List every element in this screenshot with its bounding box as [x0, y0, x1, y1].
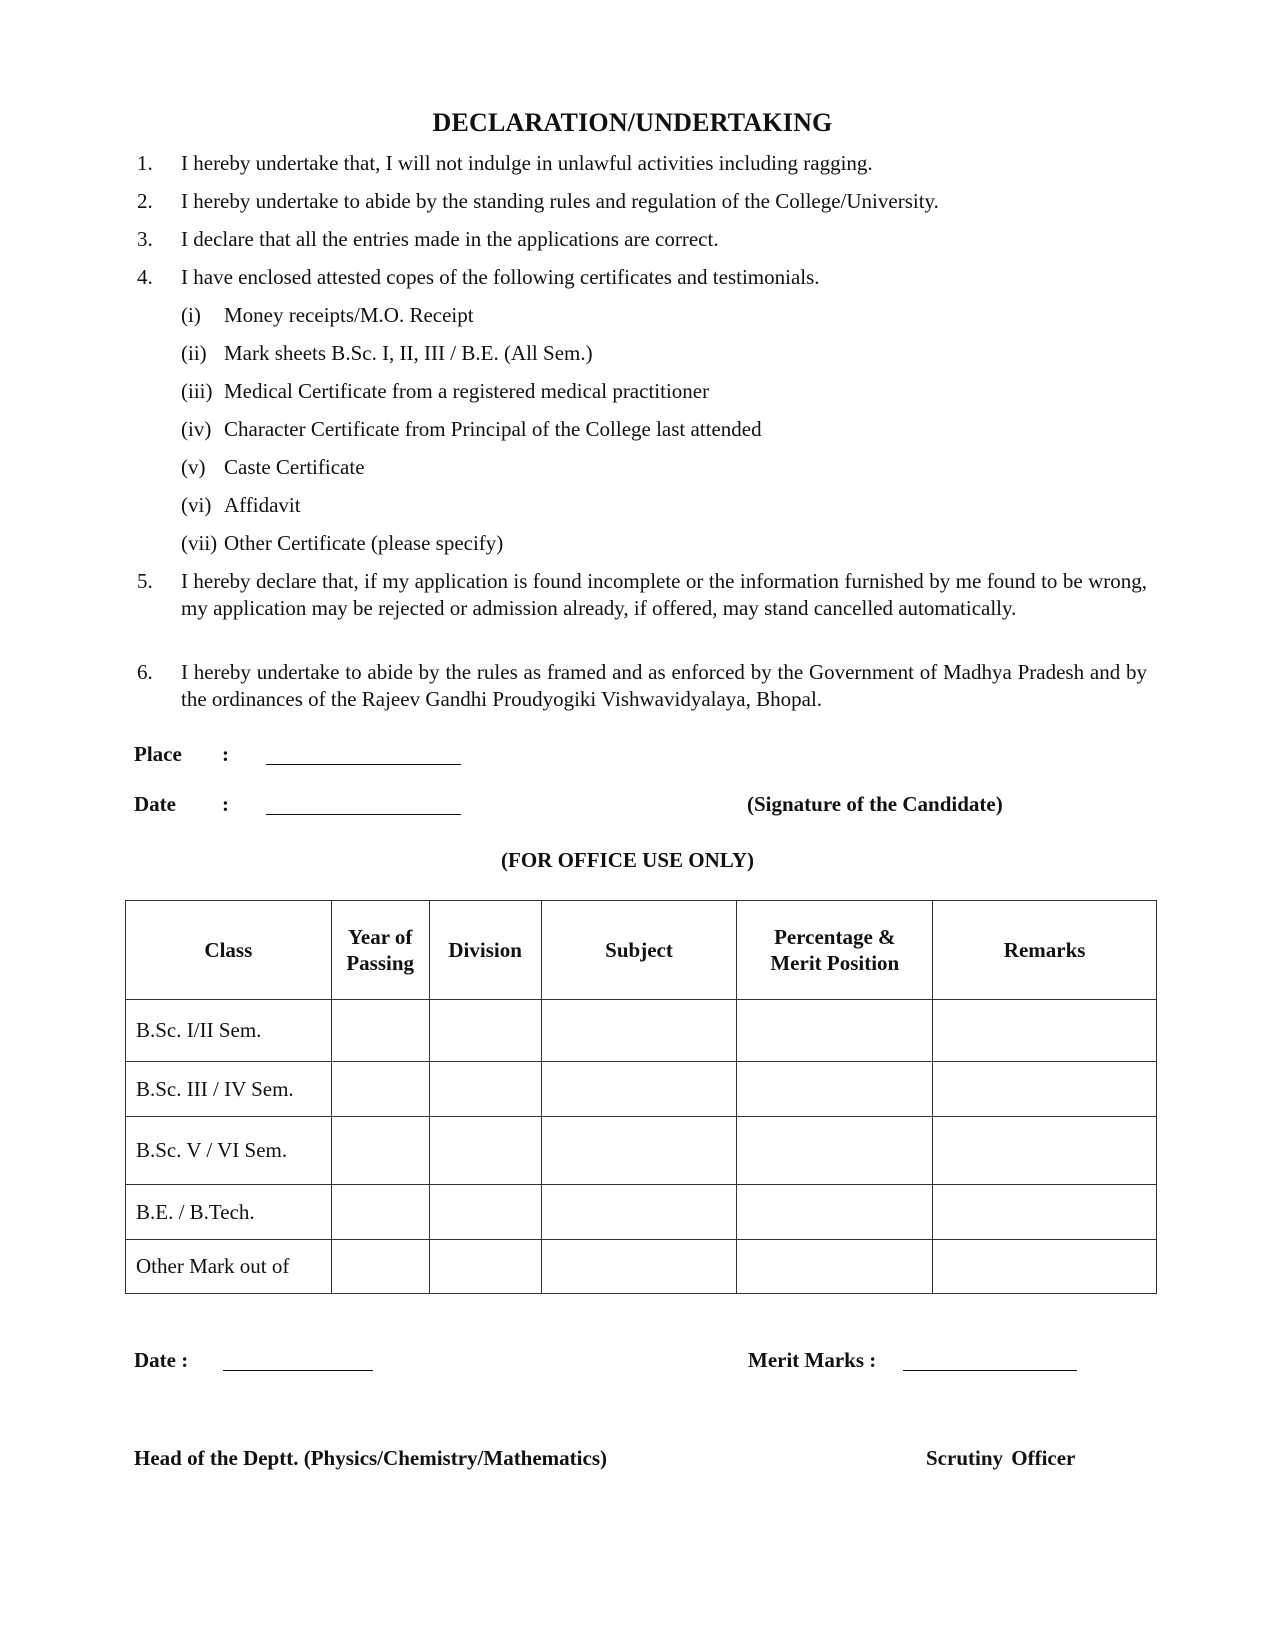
certificate-subitem [181, 416, 762, 443]
table-cell[interactable] [331, 1062, 429, 1117]
table-row [126, 1117, 1157, 1185]
table-cell[interactable] [737, 1117, 933, 1185]
subitem-number: (v) [181, 455, 206, 479]
subitem-text: Caste Certificate [224, 455, 365, 479]
table-cell[interactable] [737, 1062, 933, 1117]
item-number: 6. [137, 660, 153, 684]
place-field[interactable] [266, 764, 461, 765]
table-cell[interactable] [737, 1000, 933, 1062]
office-table [125, 900, 1157, 1294]
table-cell[interactable] [541, 1000, 737, 1062]
scrutiny-officer-label: Scrutiny Officer [926, 1446, 1076, 1470]
table-cell[interactable] [429, 1000, 541, 1062]
subitem-number: (iv) [181, 417, 212, 441]
place-colon: : [222, 742, 229, 766]
table-cell[interactable] [737, 1240, 933, 1294]
table-cell[interactable] [933, 1062, 1157, 1117]
date-field[interactable] [266, 814, 461, 815]
header-division: Division [429, 901, 541, 1000]
header-remarks: Remarks [933, 901, 1157, 1000]
table-header-row [126, 901, 1157, 1000]
table-cell[interactable] [429, 1185, 541, 1240]
item-text: I hereby undertake to abide by the rules as framed and as enforced by the Government of Madhya Pradesh and by the ordinances of the Rajeev Gandhi Proudyogiki Vishwavidyalaya, Bhopal. [181, 660, 1147, 711]
header-class: Class [126, 901, 332, 1000]
row-class: Other Mark out of [126, 1240, 332, 1294]
item-number: 4. [137, 265, 153, 289]
item-text: I declare that all the entries made in the applications are correct. [181, 227, 719, 251]
certificate-subitem [181, 302, 474, 329]
hod-label: Head of the Deptt. (Physics/Chemistry/Mathematics) [134, 1446, 607, 1470]
row-class: B.E. / B.Tech. [126, 1185, 332, 1240]
table-row [126, 1185, 1157, 1240]
table-cell[interactable] [541, 1240, 737, 1294]
table-cell[interactable] [737, 1185, 933, 1240]
item-text: I hereby declare that, if my application is found incomplete or the information furnished by me found to be wrong, my application may be rejected or admission already, if offered, may stand cancelled automatically. [181, 569, 1147, 620]
subitem-number: (ii) [181, 341, 207, 365]
certificate-subitem [181, 340, 593, 367]
item-number: 1. [137, 151, 153, 175]
table-cell[interactable] [331, 1117, 429, 1185]
signature-label: (Signature of the Candidate) [747, 792, 1003, 816]
merit-marks-field[interactable] [903, 1370, 1077, 1371]
item-number: 2. [137, 189, 153, 213]
subitem-text: Affidavit [224, 493, 301, 517]
item-number: 3. [137, 227, 153, 251]
table-cell[interactable] [933, 1000, 1157, 1062]
item-text: I hereby undertake to abide by the standing rules and regulation of the College/University. [181, 189, 939, 213]
subitem-number: (vii) [181, 531, 218, 555]
subitem-text: Medical Certificate from a registered medical practitioner [224, 379, 710, 403]
certificate-subitem [181, 378, 709, 405]
header-percentage-merit: Percentage & Merit Position [737, 901, 933, 1000]
table-cell[interactable] [429, 1117, 541, 1185]
footer-date-field[interactable] [223, 1370, 373, 1371]
subitem-text: Character Certificate from Principal of the College last attended [224, 417, 762, 441]
table-cell[interactable] [331, 1000, 429, 1062]
merit-marks-label: Merit Marks : [748, 1348, 877, 1372]
place-label: Place [134, 742, 182, 766]
item-number: 5. [137, 569, 153, 593]
table-cell[interactable] [933, 1117, 1157, 1185]
subitem-text: Other Certificate (please specify) [224, 531, 504, 555]
table-row [126, 1000, 1157, 1062]
table-cell[interactable] [429, 1240, 541, 1294]
row-class: B.Sc. V / VI Sem. [126, 1117, 332, 1185]
certificate-subitem [181, 492, 301, 519]
header-year-of-passing: Year of Passing [331, 901, 429, 1000]
office-use-heading: (FOR OFFICE USE ONLY) [501, 848, 754, 872]
subitem-number: (i) [181, 303, 201, 327]
date-colon: : [222, 792, 229, 816]
table-cell[interactable] [541, 1117, 737, 1185]
footer-date-label: Date : [134, 1348, 189, 1372]
row-class: B.Sc. I/II Sem. [126, 1000, 332, 1062]
date-label: Date [134, 792, 176, 816]
subitem-number: (vi) [181, 493, 212, 517]
subitem-text: Mark sheets B.Sc. I, II, III / B.E. (All Sem.) [224, 341, 593, 365]
header-subject: Subject [541, 901, 737, 1000]
table-row [126, 1240, 1157, 1294]
table-cell[interactable] [429, 1062, 541, 1117]
table-cell[interactable] [331, 1240, 429, 1294]
certificate-subitem [181, 454, 365, 481]
subitem-text: Money receipts/M.O. Receipt [224, 303, 474, 327]
subitem-number: (iii) [181, 379, 213, 403]
table-cell[interactable] [933, 1240, 1157, 1294]
certificate-subitem [181, 530, 503, 557]
table-row [126, 1062, 1157, 1117]
table-cell[interactable] [541, 1185, 737, 1240]
page-title: DECLARATION/UNDERTAKING [432, 108, 833, 137]
item-text: I have enclosed attested copes of the following certificates and testimonials. [181, 265, 820, 289]
table-cell[interactable] [541, 1062, 737, 1117]
item-text: I hereby undertake that, I will not indulge in unlawful activities including ragging. [181, 151, 873, 175]
table-cell[interactable] [933, 1185, 1157, 1240]
table-cell[interactable] [331, 1185, 429, 1240]
row-class: B.Sc. III / IV Sem. [126, 1062, 332, 1117]
